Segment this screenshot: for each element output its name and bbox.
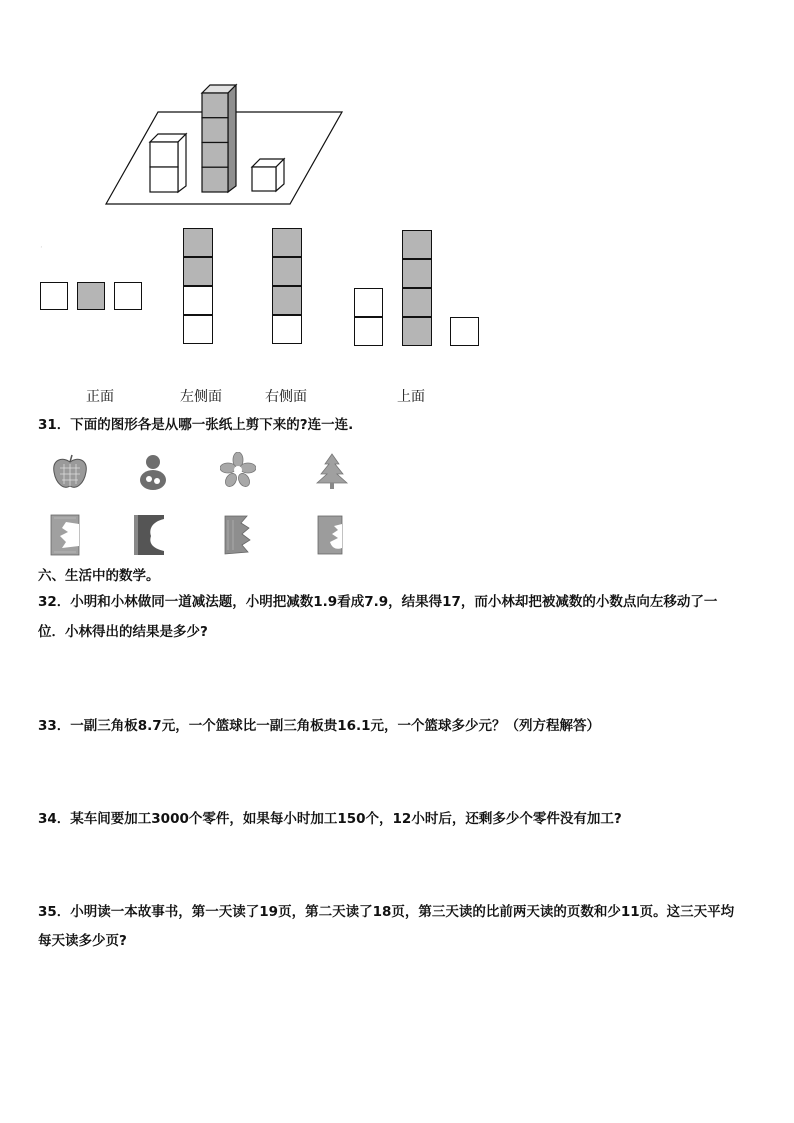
paper-piece-1-icon (50, 514, 82, 556)
question-32-line1: 32．小明和小林做同一道减法题，小明把减数1.9看成7.9，结果得17，而小林却把被减数的小数点向左移动了一 (38, 594, 718, 610)
question-34: 34．某车间要加工3000个零件，如果每小时加工150个，12小时后，还剩多少个零件没有加工? (38, 811, 622, 827)
paper-piece-4-icon (316, 514, 346, 556)
label-top: 上面 (397, 389, 425, 405)
apple-shape-icon (50, 452, 90, 492)
flower-shape-icon (220, 452, 256, 488)
paper-piece-2-icon (133, 514, 167, 556)
label-front: 正面 (86, 389, 114, 405)
watermark: · (40, 243, 43, 253)
cube-figure (100, 80, 350, 210)
cube-single (252, 159, 284, 191)
section-6-title: 六、生活中的数学。 (38, 568, 160, 584)
tree-shape-icon (315, 452, 349, 490)
question-35-line2: 每天读多少页? (38, 933, 127, 949)
paper-piece-3-icon (223, 514, 253, 556)
gourd-shape-icon (137, 452, 169, 492)
question-35-line1: 35．小明读一本故事书，第一天读了19页，第二天读了18页，第三天读的比前两天读的页数和少11页。这三天平均 (38, 904, 735, 920)
cube-stack-left (150, 134, 186, 192)
question-31: 31．下面的图形各是从哪一张纸上剪下来的?连一连. (38, 417, 354, 433)
label-right: 右侧面 (265, 389, 307, 405)
question-33: 33．一副三角板8.7元，一个篮球比一副三角板贵16.1元，一个篮球多少元？（列方程解答） (38, 718, 601, 734)
label-left: 左侧面 (180, 389, 222, 405)
cube-stack-tall (202, 85, 236, 192)
question-32-line2: 位．小林得出的结果是多少? (38, 624, 208, 640)
